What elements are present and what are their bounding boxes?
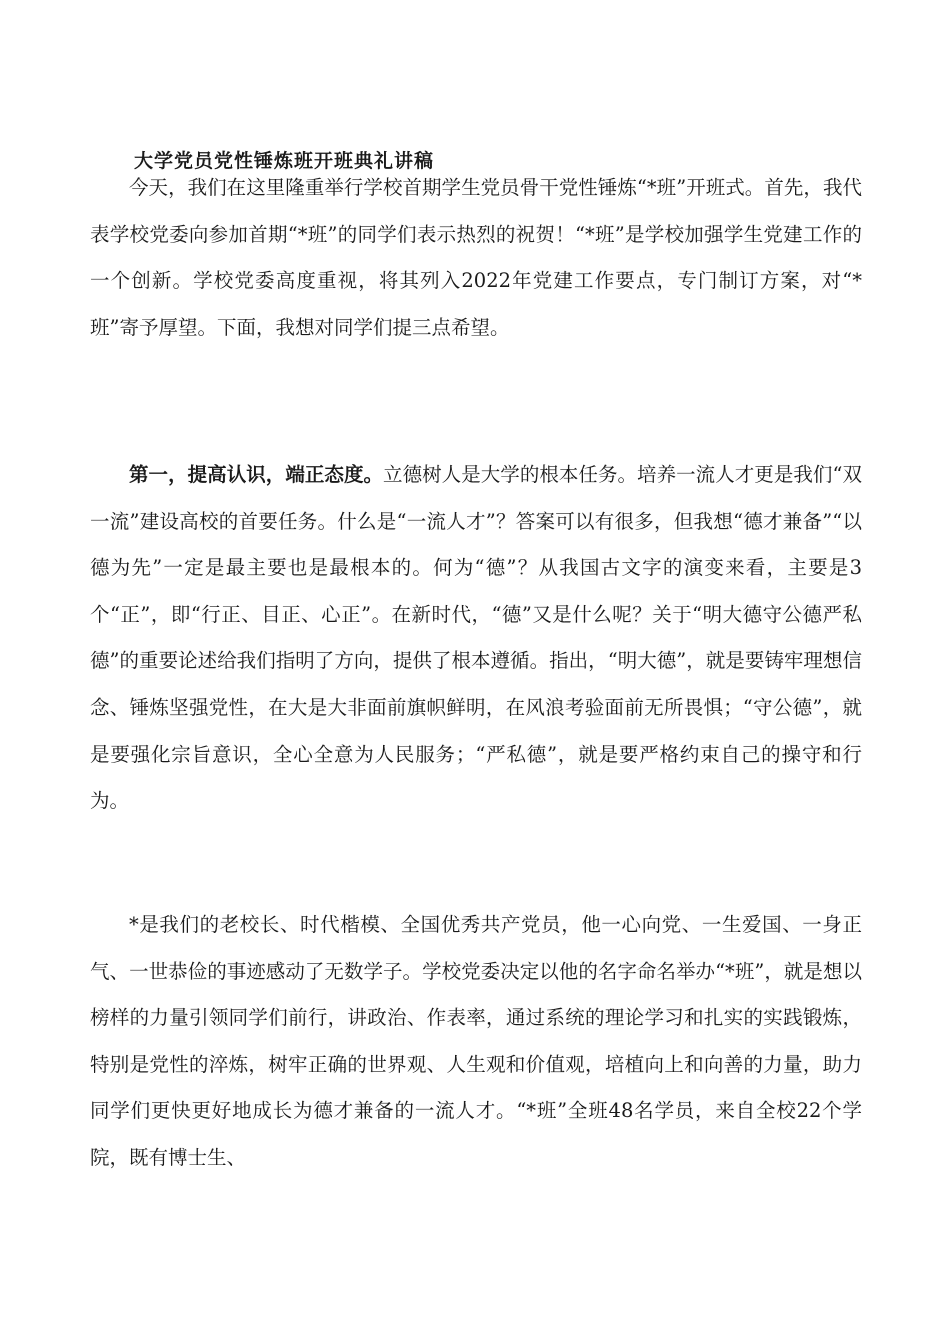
document-title: 大学党员党性锤炼班开班典礼讲稿 <box>134 150 435 172</box>
paragraph-text: 今天，我们在这里隆重举行学校首期学生党员骨干党性锤炼“*班”开班式。首先，我代表学校党委向参加首期“*班”的同学们表示热烈的祝贺！“*班”是学校加强学生党建工作的一个创新。学校党委高度重视，将其列入2022年党建工作要点，专门制订方案，对“*班”寄予厚望。下面，我想对同学们提三点希望。 <box>90 176 862 339</box>
paragraph-opening <box>90 165 862 351</box>
paragraph-lead-heading: 第一，提高认识，端正态度。 <box>129 463 384 486</box>
paragraph-text: 立德树人是大学的根本任务。培养一流人才更是我们“双一流”建设高校的首要任务。什么是“一流人才”？答案可以有很多，但我想“德才兼备”“以德为先”一定是最主要也是最根本的。何为“德”？从我国古文字的演变来看，主要是3个“正”，即“行正、目正、心正”。在新时代，“德”又是什么呢？关于“明大德守公德严私德”的重要论述给我们指明了方向，提供了根本遵循。指出，“明大德”，就是要铸牢理想信念、锤炼坚强党性，在大是大非面前旗帜鲜明，在风浪考验面前无所畏惧；“守公德”，就是要强化宗旨意识，全心全意为人民服务；“严私德”，就是要严格约束自己的操守和行为。 <box>90 463 862 813</box>
paragraph-role-model <box>90 902 862 1182</box>
paragraph-text: *是我们的老校长、时代楷模、全国优秀共产党员，他一心向党、一生爱国、一身正气、一世恭俭的事迹感动了无数学子。学校党委决定以他的名字命名举办“*班”，就是想以榜样的力量引领同学们前行，讲政治、作表率，通过系统的理论学习和扎实的实践锻炼，特别是党性的淬炼，树牢正确的世界观、人生观和价值观，培植向上和向善的力量，助力同学们更快更好地成长为德才兼备的一流人才。“*班”全班48名学员，来自全校22个学院，既有博士生、 <box>90 913 862 1169</box>
paragraph-first-point <box>90 452 862 825</box>
